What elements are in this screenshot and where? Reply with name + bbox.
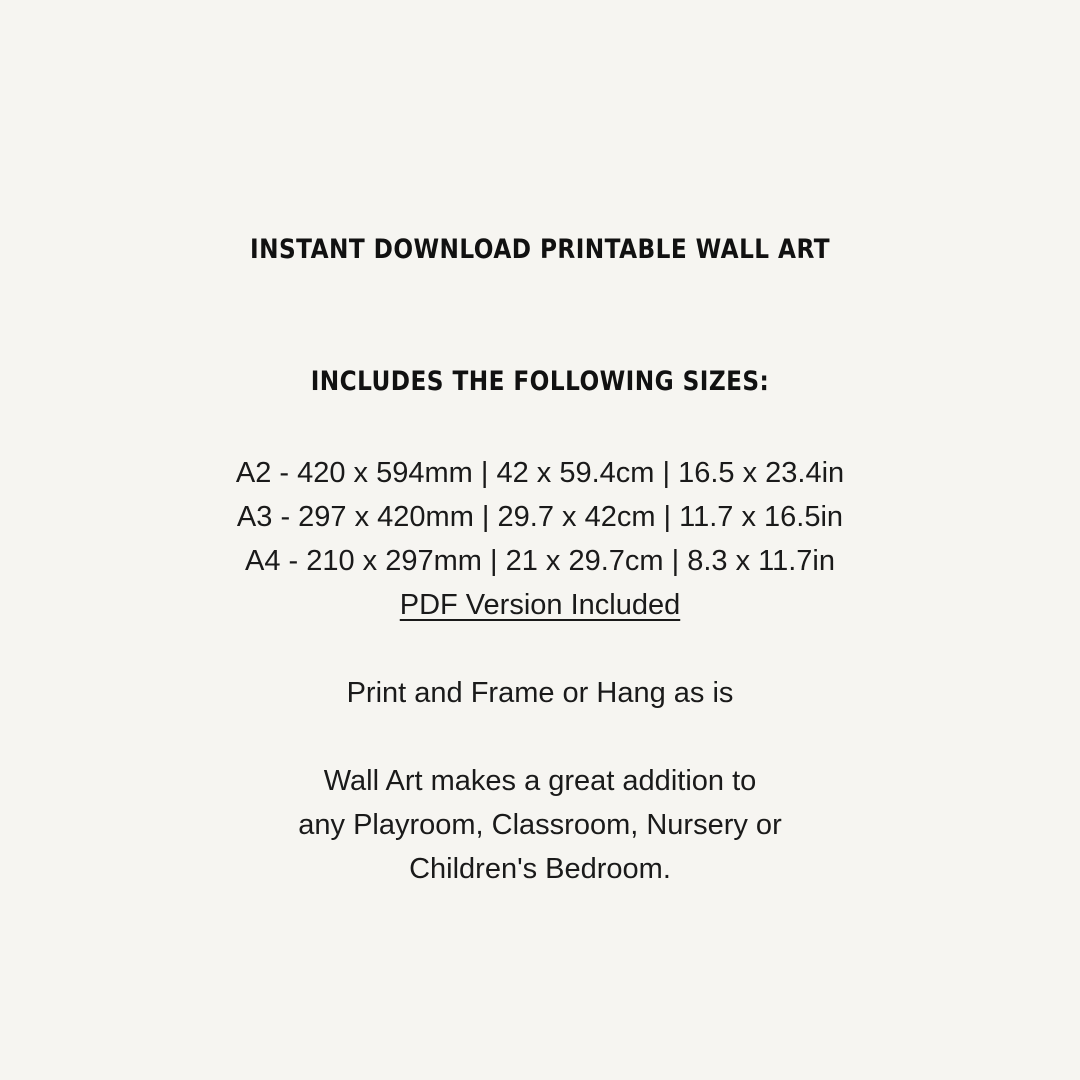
- size-line-a2: A2 - 420 x 594mm | 42 x 59.4cm | 16.5 x 23.4in: [235, 457, 845, 489]
- sizes-heading: INCLUDES THE FOLLOWING SIZES:: [310, 366, 770, 397]
- description-line-1: Wall Art makes a great addition to: [323, 765, 757, 797]
- description-line-2: any Playroom, Classroom, Nursery or: [298, 809, 782, 841]
- print-instructions: Print and Frame or Hang as is: [346, 677, 734, 709]
- pdf-version-note: PDF Version Included: [399, 589, 681, 621]
- page-title: INSTANT DOWNLOAD PRINTABLE WALL ART: [250, 234, 830, 265]
- size-line-a3: A3 - 297 x 420mm | 29.7 x 42cm | 11.7 x 16.5in: [236, 501, 844, 533]
- pdf-note-row: [0, 583, 1080, 627]
- description-line-3: Children's Bedroom.: [409, 853, 671, 885]
- size-line-a4: A4 - 210 x 297mm | 21 x 29.7cm | 8.3 x 11.7in: [245, 545, 835, 577]
